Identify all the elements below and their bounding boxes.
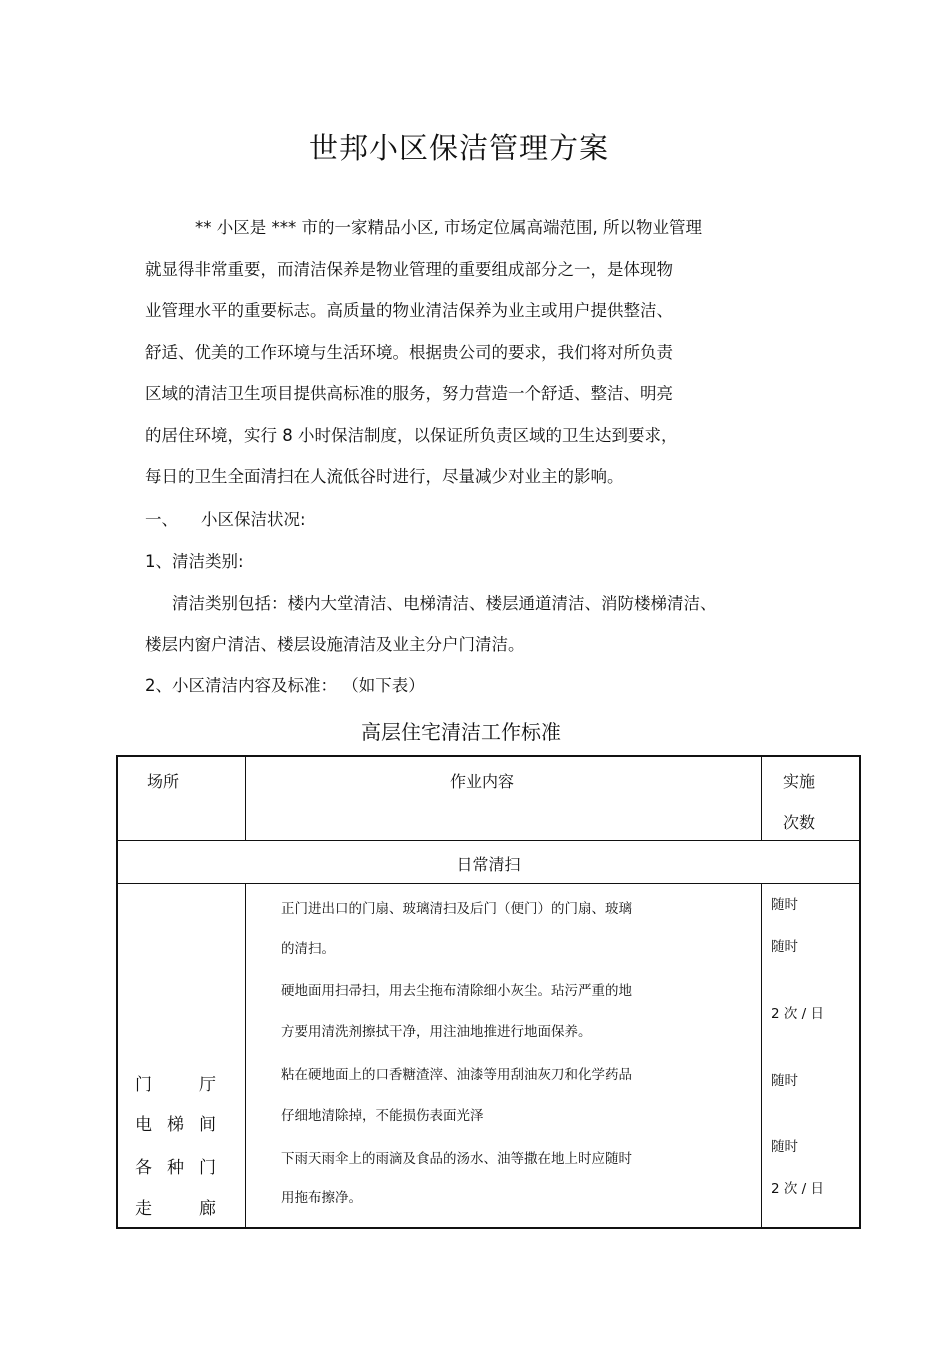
place-char: 厅 <box>199 1075 216 1095</box>
intro-line-3: 业管理水平的重要标志。高质量的物业清洁保养为业主或用户提供整洁、 <box>145 301 673 320</box>
section-label-daily-cleaning: 日常清扫 <box>456 855 521 874</box>
place-char: 各 <box>135 1158 152 1178</box>
content-line: 正门进出口的门扇、玻璃清扫及后门（便门）的门扇、玻璃 <box>281 901 632 917</box>
content-line: 下雨天雨伞上的雨滴及食品的汤水、油等撒在地上时应随时 <box>281 1151 632 1167</box>
content-line: 硬地面用扫帚扫，用去尘拖布清除细小灰尘。玷污严重的地 <box>281 983 632 999</box>
place-char: 梯 <box>167 1115 184 1135</box>
place-char: 种 <box>167 1158 184 1178</box>
section-1-heading: 小区保洁状况: <box>201 510 306 529</box>
frequency-value: 2 次 / 日 <box>771 1181 825 1197</box>
frequency-value: 随时 <box>771 939 798 955</box>
content-line: 粘在硬地面上的口香糖渣滓、油漆等用刮油灰刀和化学药品 <box>281 1067 632 1083</box>
subsection-1-heading: 1、清洁类别: <box>145 552 244 571</box>
subsection-1-text-2: 楼层内窗户清洁、楼层设施清洁及业主分户门清洁。 <box>145 635 525 654</box>
place-char: 走 <box>135 1199 152 1219</box>
intro-line-7: 每日的卫生全面清扫在人流低谷时进行，尽量减少对业主的影响。 <box>145 467 624 486</box>
intro-line-5: 区域的清洁卫生项目提供高标准的服务，努力营造一个舒适、整洁、明亮 <box>145 384 673 403</box>
page-title: 世邦小区保洁管理方案 <box>308 131 609 165</box>
place-char: 门 <box>135 1075 152 1095</box>
intro-line-1: ** 小区是 *** 市的一家精品小区, 市场定位属高端范围, 所以物业管理 <box>195 218 702 237</box>
header-place: 场所 <box>147 772 180 791</box>
subsection-2-heading: 2、小区清洁内容及标准： （如下表） <box>145 676 425 695</box>
content-line: 仔细地清除掉，不能损伤表面光泽 <box>281 1108 484 1124</box>
content-line: 用拖布擦净。 <box>281 1190 362 1206</box>
frequency-value: 随时 <box>771 1073 798 1089</box>
section-1-number: 一、 <box>145 510 178 529</box>
subsection-1-text-1: 清洁类别包括：楼内大堂清洁、电梯清洁、楼层通道清洁、消防楼梯清洁、 <box>172 594 717 613</box>
place-char: 门 <box>199 1158 216 1178</box>
col-divider <box>761 884 762 1229</box>
intro-line-4: 舒适、优美的工作环境与生活环境。根据贵公司的要求，我们将对所负责 <box>145 343 673 362</box>
place-char: 电 <box>135 1115 152 1135</box>
header-content: 作业内容 <box>450 772 515 791</box>
header-frequency-1: 实施 <box>783 772 816 791</box>
intro-line-2: 就显得非常重要，而清洁保养是物业管理的重要组成部分之一，是体现物 <box>145 260 673 279</box>
cleaning-standard-table <box>116 755 861 1229</box>
place-char: 廊 <box>199 1199 216 1219</box>
frequency-value: 2 次 / 日 <box>771 1006 825 1022</box>
content-line: 方要用清洗剂擦拭干净，用注油地推进行地面保养。 <box>281 1024 592 1040</box>
row-divider <box>118 883 859 884</box>
frequency-value: 随时 <box>771 897 798 913</box>
content-line: 的清扫。 <box>281 941 335 957</box>
row-divider <box>118 840 859 841</box>
table-title: 高层住宅清洁工作标准 <box>361 720 561 744</box>
frequency-value: 随时 <box>771 1139 798 1155</box>
place-char: 间 <box>199 1115 216 1135</box>
col-divider <box>245 884 246 1229</box>
intro-line-6: 的居住环境，实行 8 小时保洁制度，以保证所负责区域的卫生达到要求， <box>145 426 678 445</box>
col-divider <box>245 757 246 841</box>
header-frequency-2: 次数 <box>783 813 816 832</box>
col-divider <box>761 757 762 841</box>
